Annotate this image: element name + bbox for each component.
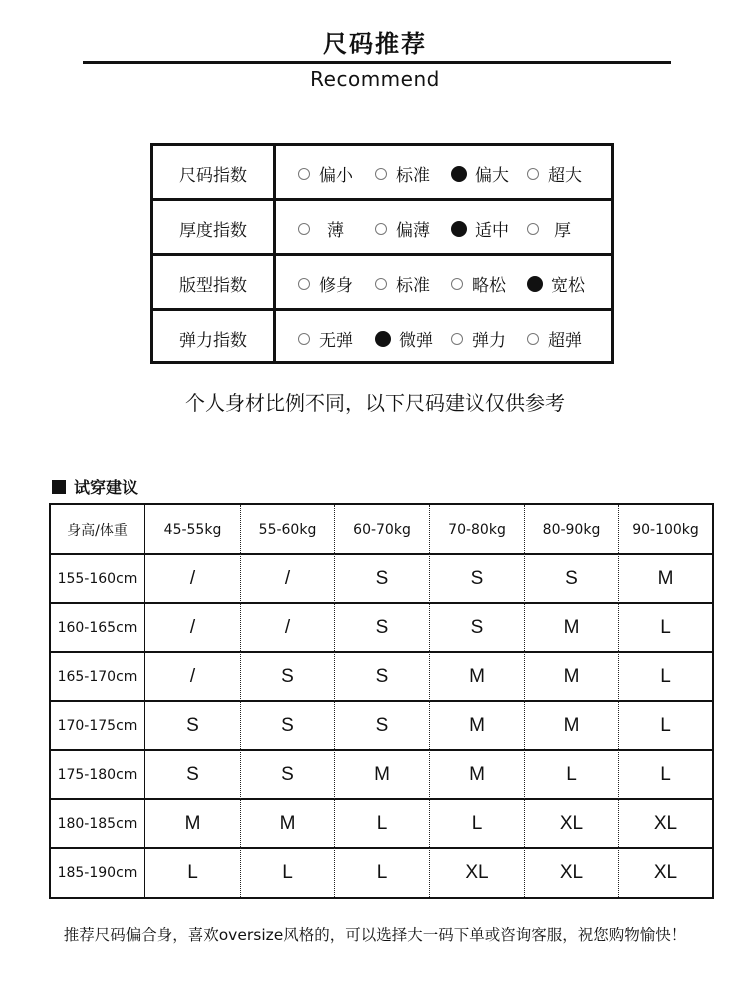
table-cell: S [375,665,389,687]
table-cell: M [469,714,485,736]
index-option: 标准 [375,146,430,201]
table-cell: M [469,665,485,687]
table-cell: XL [653,812,678,834]
table-cell: S [375,616,389,638]
table-column-header: 70-80kg [448,521,506,538]
index-option: 超弹 [527,311,582,366]
square-bullet-icon [52,480,66,494]
index-label: 尺码指数 [179,166,247,186]
index-row-size [153,146,611,201]
table-cell: / [189,665,196,687]
table-row-header: 160-165cm [57,619,138,636]
table-cell: XL [653,861,678,883]
radio-empty-icon [451,278,463,290]
table-corner-header: 身高/体重 [67,522,128,539]
radio-empty-icon [527,333,539,345]
table-cell: M [374,763,390,785]
table-cell: M [563,714,580,736]
index-option-selected: 适中 [451,201,509,256]
index-label: 厚度指数 [179,221,247,241]
radio-empty-icon [375,278,387,290]
table-cell: L [660,616,671,638]
table-row-header: 185-190cm [57,864,138,881]
index-options [276,311,611,366]
radio-empty-icon [298,168,310,180]
radio-empty-icon [298,278,310,290]
table-cell: M [469,763,485,785]
table-cell: S [281,665,294,687]
index-label: 版型指数 [179,276,247,296]
radio-filled-icon [451,221,467,237]
table-cell: L [282,861,293,883]
radio-filled-icon [451,166,467,182]
table-column-header: 55-60kg [258,521,317,538]
table-row-header: 180-185cm [57,815,138,832]
table-cell: S [186,763,199,785]
index-table [150,143,614,364]
table-column-header: 45-55kg [163,521,222,538]
table-cell: / [189,616,196,638]
page-subtitle: Recommend [310,67,440,91]
index-option-selected: 偏大 [451,146,509,201]
index-option: 超大 [527,146,582,201]
table-cell: XL [465,861,489,883]
radio-empty-icon [375,168,387,180]
table-cell: S [470,567,484,589]
table-cell: S [565,567,578,589]
radio-empty-icon [375,223,387,235]
index-option: 偏小 [298,146,353,201]
index-options [276,256,611,311]
page-title: 尺码推荐 [323,30,427,58]
table-cell: S [186,714,199,736]
title-divider [83,61,671,64]
table-cell: XL [559,812,584,834]
table-cell: / [189,567,196,589]
index-row-thickness [153,201,611,256]
table-cell: S [375,567,389,589]
table-cell: M [563,616,580,638]
index-row-elasticity [153,311,611,366]
table-cell: L [376,812,388,834]
table-row-header: 175-180cm [57,766,138,783]
size-note: 个人身材比例不同，以下尺码建议仅供参考 [185,391,565,415]
table-cell: / [284,567,291,589]
table-cell: L [566,763,577,785]
table-cell: M [184,812,201,834]
table-column-header: 80-90kg [542,521,601,538]
index-options [276,146,611,201]
table-cell: L [660,665,671,687]
index-option-selected: 宽松 [527,256,585,311]
radio-empty-icon [298,223,310,235]
index-option-selected: 微弹 [375,311,433,366]
index-row-fit [153,256,611,311]
table-cell: L [471,812,483,834]
table-cell: M [279,812,296,834]
index-option: 修身 [298,256,353,311]
section-heading [52,475,138,498]
index-option: 厚 [527,201,571,256]
index-option: 标准 [375,256,430,311]
table-cell: M [563,665,580,687]
index-options [276,201,611,256]
index-option: 弹力 [451,311,506,366]
radio-filled-icon [375,331,391,347]
table-cell: L [187,861,198,883]
index-option: 略松 [451,256,506,311]
size-chart-table [49,503,714,899]
table-cell: M [657,567,674,589]
table-cell: / [284,616,291,638]
index-option: 薄 [298,201,344,256]
table-cell: S [281,763,294,785]
table-column-header: 90-100kg [632,521,699,538]
table-cell: XL [559,861,584,883]
table-cell: L [660,763,671,785]
index-option: 偏薄 [375,201,430,256]
radio-filled-icon [527,276,543,292]
table-row-header: 170-175cm [57,717,138,734]
section-title: 试穿建议 [74,478,139,497]
table-row-header: 155-160cm [57,570,138,587]
radio-empty-icon [451,333,463,345]
index-label: 弹力指数 [179,331,247,351]
table-cell: S [375,714,389,736]
table-row-header: 165-170cm [57,668,138,685]
table-cell: S [470,616,484,638]
radio-empty-icon [527,223,539,235]
table-column-header: 60-70kg [353,521,411,538]
table-cell: L [660,714,671,736]
table-cell: L [376,861,388,883]
radio-empty-icon [298,333,310,345]
index-option: 无弹 [298,311,353,366]
footer-note: 推荐尺码偏合身，喜欢oversize风格的，可以选择大一码下单或咨询客服，祝您购物愉快！ [63,926,687,944]
table-cell: S [281,714,294,736]
radio-empty-icon [527,168,539,180]
